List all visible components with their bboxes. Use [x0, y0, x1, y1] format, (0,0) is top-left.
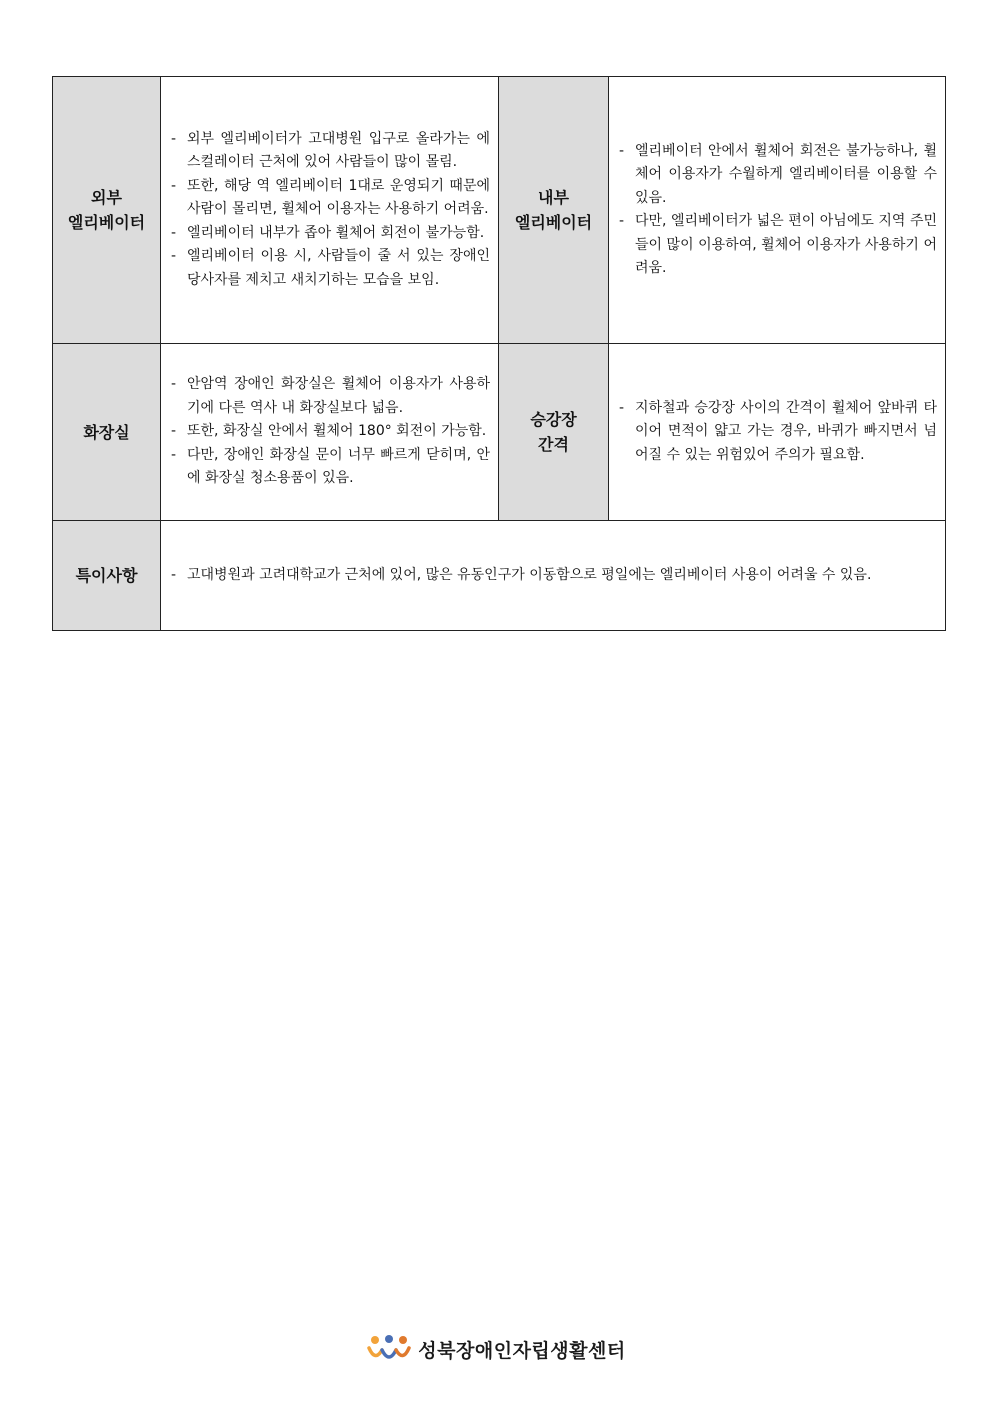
- label-platform-gap: 승강장 간격: [499, 344, 609, 521]
- people-logo-icon: [366, 1334, 412, 1364]
- list-item: - 엘리베이터 안에서 휠체어 회전은 불가능하나, 휠체어 이용자가 수월하게 엘리베이터를 이용할 수 있음.: [617, 140, 937, 211]
- content-inner-elevator: [609, 77, 946, 344]
- table-row: [53, 77, 946, 344]
- table-row: [53, 521, 946, 631]
- footer: [0, 1331, 992, 1367]
- list-item: - 안암역 장애인 화장실은 휠체어 이용자가 사용하기에 다른 역사 내 화장실보다 넓음.: [169, 373, 490, 420]
- content-platform-gap: [609, 344, 946, 521]
- content-outer-elevator: [161, 77, 499, 344]
- org-name: 성북장애인자립생활센터: [418, 1339, 626, 1362]
- label-outer-elevator: 외부 엘리베이터: [53, 77, 161, 344]
- label-special-notes: 특이사항: [53, 521, 161, 631]
- content-restroom: [161, 344, 499, 521]
- content-special-notes: [161, 521, 946, 631]
- label-restroom: 화장실: [53, 344, 161, 521]
- list-item: - 또한, 해당 역 엘리베이터 1대로 운영되기 때문에 사람이 몰리면, 휠체어 이용자는 사용하기 어려움.: [169, 175, 490, 222]
- list-item: - 엘리베이터 내부가 좁아 휠체어 회전이 불가능함.: [169, 222, 490, 246]
- list-item: - 다만, 장애인 화장실 문이 너무 빠르게 닫히며, 안에 화장실 청소용품이 있음.: [169, 444, 490, 491]
- list-item: - 엘리베이터 이용 시, 사람들이 줄 서 있는 장애인 당사자를 제치고 새치기하는 모습을 보임.: [169, 245, 490, 292]
- table-row: [53, 344, 946, 521]
- label-inner-elevator: 내부 엘리베이터: [499, 77, 609, 344]
- list-item: - 외부 엘리베이터가 고대병원 입구로 올라가는 에스컬레이터 근처에 있어 사람들이 많이 몰림.: [169, 128, 490, 175]
- list-item: - 고대병원과 고려대학교가 근처에 있어, 많은 유동인구가 이동함으로 평일에는 엘리베이터 사용이 어려울 수 있음.: [169, 564, 937, 588]
- list-item: - 또한, 화장실 안에서 휠체어 180° 회전이 가능함.: [169, 420, 490, 444]
- list-item: - 다만, 엘리베이터가 넓은 편이 아님에도 지역 주민들이 많이 이용하여, 휠체어 이용자가 사용하기 어려움.: [617, 210, 937, 281]
- list-item: - 지하철과 승강장 사이의 간격이 휠체어 앞바퀴 타이어 면적이 얇고 가는 경우, 바퀴가 빠지면서 넘어질 수 있는 위험있어 주의가 필요함.: [617, 397, 937, 468]
- accessibility-report-table: [52, 76, 946, 631]
